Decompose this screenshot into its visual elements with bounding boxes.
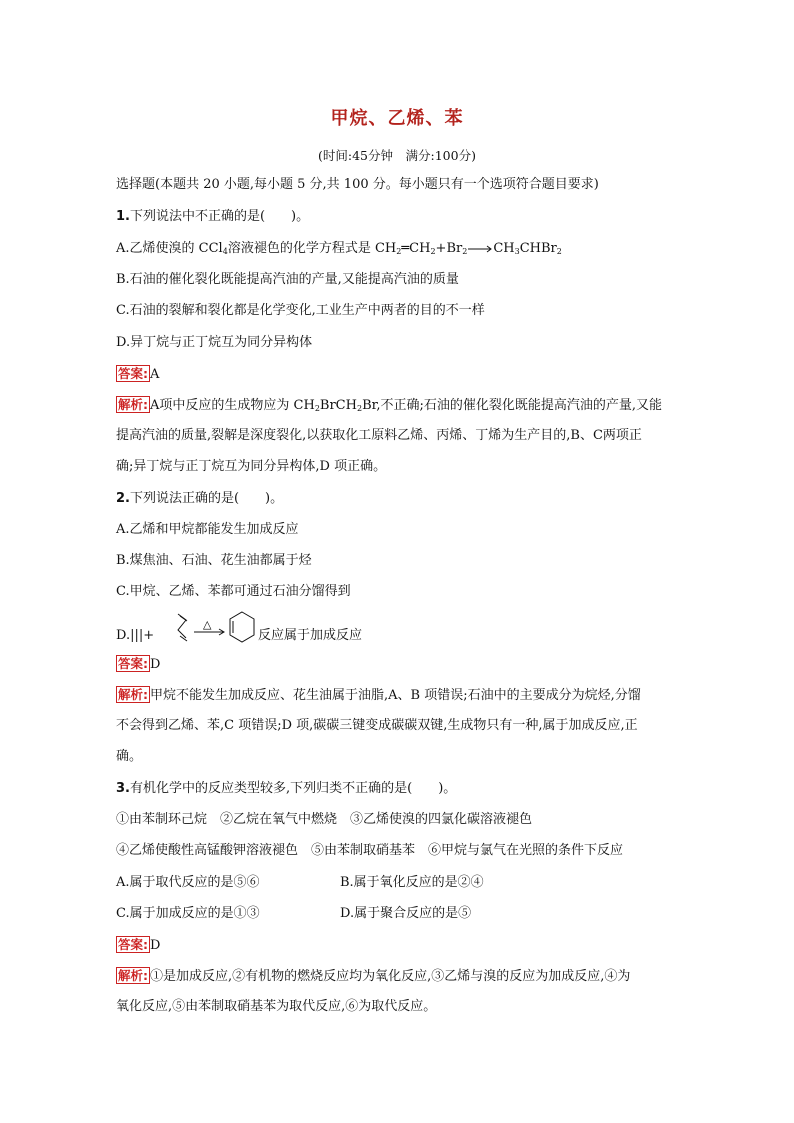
- answer-tag: 答案:: [118, 366, 148, 381]
- question-2-stem: [116, 490, 696, 508]
- analysis-text: ①是加成反应,②有机物的燃烧反应均为氧化反应,③乙烯与溴的反应为加成反应,④为: [150, 969, 631, 984]
- question-1-option-c: C.石油的裂解和裂化都是化学变化,工业生产中两者的目的不一样: [116, 303, 485, 318]
- question-2-option-b: B.煤焦油、石油、花生油都属于烃: [116, 553, 312, 568]
- analysis-tag: 解析:: [118, 687, 148, 702]
- question-2-option-c: C.甲烷、乙烯、苯都可通过石油分馏得到: [116, 584, 351, 599]
- heat-condition: △: [203, 618, 212, 631]
- subscript: 2: [556, 247, 562, 256]
- option-text: ═CH: [401, 241, 431, 256]
- question-2-answer: [116, 655, 696, 674]
- option-text: +Br: [435, 241, 463, 256]
- question-1-stem: [116, 208, 696, 226]
- question-3-analysis-line-1: [116, 967, 696, 986]
- option-text: CH: [493, 241, 515, 256]
- question-2-analysis-line-2: 不会得到乙烯、苯,C 项错误;D 项,碳碳三键变成碳碳双键,生成物只有一种,属于加成反应,正: [116, 718, 638, 733]
- subscript: 2: [356, 404, 363, 413]
- question-3-options-row-2: [116, 905, 696, 923]
- question-number: 1.: [116, 209, 130, 224]
- subscript: 2: [430, 247, 436, 256]
- question-2-analysis-line-3: 确。: [116, 749, 143, 764]
- analysis-text: Br,不正确;石油的催化裂化既能提高汽油的产量,又能: [362, 398, 663, 413]
- answer-tag: 答案:: [118, 937, 148, 952]
- section-intro: 选择题(本题共 20 小题,每小题 5 分,共 100 分。每小题只有一个选项符合题目要求): [116, 177, 599, 192]
- question-1-option-a: [116, 240, 696, 261]
- answer-value: D: [150, 938, 161, 953]
- question-3-option-a: A.属于取代反应的是⑤⑥: [116, 875, 260, 890]
- question-3-option-d: D.属于聚合反应的是⑤: [340, 906, 472, 921]
- question-1-option-d: D.异丁烷与正丁烷互为同分异构体: [116, 335, 313, 350]
- analysis-tag: 解析:: [118, 968, 148, 983]
- question-2-option-d-prefix: D.|||+: [116, 628, 155, 643]
- analysis-text: 甲烷不能发生加成反应、花生油属于油脂,A、B 项错误;石油中的主要成分为烷烃,分馏: [150, 688, 641, 703]
- question-3-options-row-1: [116, 874, 696, 892]
- question-1-analysis-line-3: 确;异丁烷与正丁烷互为同分异构体,D 项正确。: [116, 459, 387, 474]
- page-subtitle: (时间:45分钟 满分:100分): [318, 148, 476, 163]
- cyclohexene-ring: [230, 612, 254, 642]
- diels-alder-reaction-diagram: [172, 608, 262, 652]
- option-text: CHBr: [519, 241, 557, 256]
- question-3-option-c: C.属于加成反应的是①③: [116, 906, 260, 921]
- question-2-option-d-suffix: 反应属于加成反应: [258, 628, 363, 643]
- question-3-analysis-line-2: 氧化反应,⑤由苯制取硝基苯为取代反应,⑥为取代反应。: [116, 999, 437, 1014]
- question-3-answer: [116, 936, 696, 955]
- subscript: 2: [462, 247, 468, 256]
- answer-value: D: [150, 657, 161, 672]
- question-2-analysis-line-1: [116, 686, 696, 705]
- question-1-analysis-line-2: 提高汽油的质量,裂解是深度裂化,以获取化工原料乙烯、丙烯、丁烯为生产目的,B、C两项正: [116, 428, 642, 443]
- question-number: 3.: [116, 781, 130, 796]
- question-1-analysis-line-1: [116, 396, 696, 418]
- subscript: 2: [314, 404, 320, 413]
- subscript: 3: [514, 247, 520, 256]
- question-3-option-b: B.属于氧化反应的是②④: [340, 875, 484, 890]
- answer-value: A: [150, 367, 160, 382]
- question-3-items-line-1: ①由苯制环己烷 ②乙烷在氧气中燃烧 ③乙烯使溴的四氯化碳溶液褪色: [116, 812, 533, 827]
- subscript: 2: [396, 247, 402, 256]
- reaction-arrow-icon: [467, 245, 493, 253]
- analysis-text: A项中反应的生成物应为 CH: [150, 398, 315, 413]
- question-2-option-a: A.乙烯和甲烷都能发生加成反应: [116, 522, 299, 537]
- question-1-answer: [116, 365, 696, 384]
- analysis-tag: 解析:: [118, 397, 148, 412]
- question-1-option-b: B.石油的催化裂化既能提高汽油的产量,又能提高汽油的质量: [116, 272, 459, 287]
- question-text: 有机化学中的反应类型较多,下列归类不正确的是( )。: [129, 781, 457, 796]
- subscript: 4: [222, 247, 228, 256]
- option-text: 溶液褪色的化学方程式是 CH: [227, 241, 397, 256]
- question-text: 下列说法正确的是( )。: [129, 491, 284, 506]
- question-3-items-line-2: ④乙烯使酸性高锰酸钾溶液褪色 ⑤由苯制取硝基苯 ⑥甲烷与氯气在光照的条件下反应: [116, 843, 624, 858]
- page-title: 甲烷、乙烯、苯: [330, 108, 464, 129]
- analysis-text: BrCH: [319, 398, 357, 413]
- answer-tag: 答案:: [118, 656, 148, 671]
- question-number: 2.: [116, 491, 130, 506]
- option-text: A.乙烯使溴的 CCl: [116, 241, 223, 256]
- question-text: 下列说法中不正确的是( )。: [129, 209, 310, 224]
- question-3-stem: [116, 780, 696, 798]
